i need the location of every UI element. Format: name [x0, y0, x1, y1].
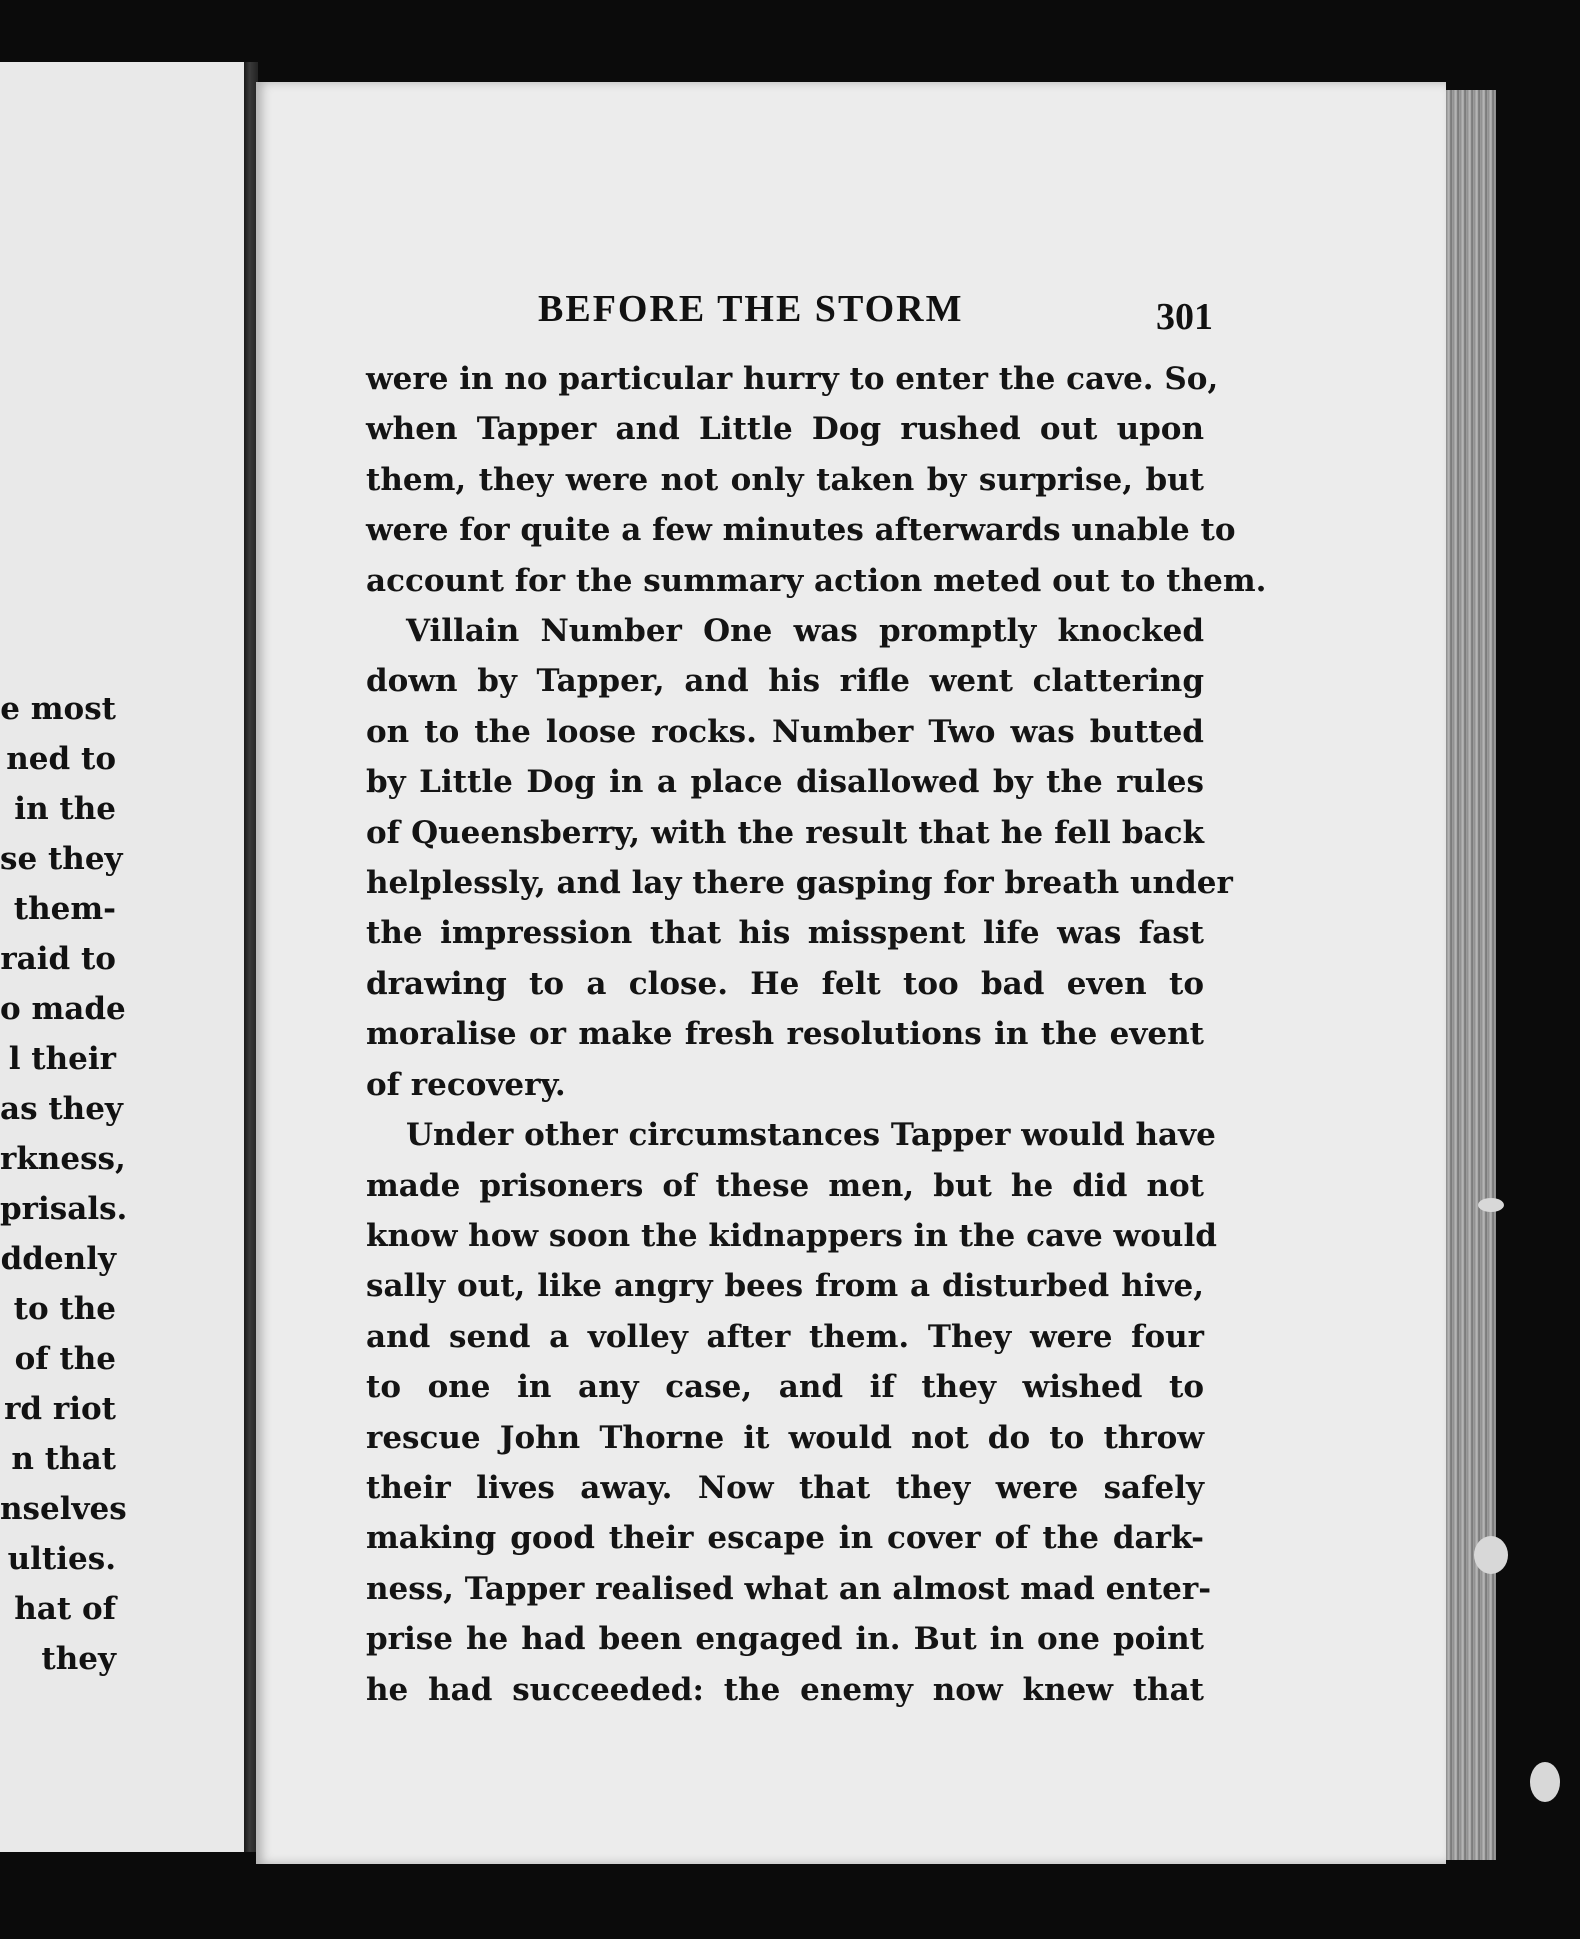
- left-page-line: se they: [0, 841, 123, 877]
- left-page-text: [0, 684, 244, 1684]
- text-line: made prisoners of these men, but he did not: [366, 1167, 1204, 1204]
- text-line: on to the loose rocks. Number Two was butted: [366, 713, 1204, 750]
- text-line: know how soon the kidnappers in the cave would: [366, 1217, 1217, 1254]
- left-page-line: ddenly: [0, 1241, 116, 1277]
- text-line: Under other circumstances Tapper would have: [406, 1117, 1216, 1154]
- paper-speck: [1474, 1536, 1508, 1574]
- left-page-line: l their: [8, 1041, 116, 1077]
- left-page-line: o made: [0, 991, 126, 1027]
- text-line: their lives away. Now that they were safely: [366, 1469, 1204, 1506]
- text-line: of recovery.: [366, 1066, 566, 1103]
- left-page-line: they: [41, 1641, 116, 1677]
- left-page-line: rd riot: [4, 1391, 116, 1427]
- left-page-line: n that: [11, 1441, 116, 1477]
- page-edge: [1446, 90, 1496, 1860]
- right-page: [256, 82, 1446, 1864]
- paper-speck: [1478, 1198, 1504, 1212]
- text-line: were for quite a few minutes afterwards unable to: [366, 512, 1236, 549]
- left-page-line: raid to: [0, 941, 116, 977]
- left-page-line: ned to: [6, 741, 116, 777]
- text-line: moralise or make fresh resolutions in the event: [366, 1016, 1204, 1053]
- left-page-line: hat of: [14, 1591, 116, 1627]
- text-line: the impression that his misspent life was fast: [366, 915, 1204, 952]
- left-page: [0, 62, 250, 1852]
- text-line: by Little Dog in a place disallowed by the rules: [366, 764, 1204, 801]
- text-line: helplessly, and lay there gasping for breath under: [366, 865, 1233, 902]
- text-line: were in no particular hurry to enter the cave. So,: [366, 361, 1219, 397]
- paragraph: [366, 354, 1267, 606]
- text-line: Villain Number One was promptly knocked: [406, 613, 1204, 650]
- text-line: account for the summary action meted out to them.: [366, 562, 1267, 599]
- text-line: down by Tapper, and his rifle went clattering: [366, 663, 1204, 700]
- body-text: [366, 354, 1267, 1715]
- running-head-title: BEFORE THE STORM: [538, 288, 964, 330]
- text-line: prise he had been engaged in. But in one point: [366, 1621, 1204, 1658]
- left-page-line: as they: [0, 1091, 123, 1127]
- left-page-line: them-: [13, 891, 116, 927]
- page-number: 301: [1156, 296, 1213, 338]
- text-line: rescue John Thorne it would not do to throw: [366, 1419, 1204, 1456]
- left-page-line: nselves: [0, 1491, 127, 1527]
- left-page-line: prisals.: [0, 1191, 128, 1227]
- text-line: when Tapper and Little Dog rushed out upon: [366, 411, 1204, 448]
- text-line: drawing to a close. He felt too bad even to: [366, 965, 1204, 1002]
- left-page-line: of the: [14, 1341, 116, 1377]
- text-line: making good their escape in cover of the dark-: [366, 1520, 1204, 1557]
- text-line: sally out, like angry bees from a disturbed hive,: [366, 1268, 1204, 1305]
- paragraph: [366, 1110, 1217, 1715]
- left-page-line: in the: [14, 791, 116, 827]
- text-line: of Queensberry, with the result that he fell back: [366, 814, 1204, 851]
- text-line: he had succeeded: the enemy now knew that: [366, 1671, 1204, 1708]
- text-line: to one in any case, and if they wished to: [366, 1369, 1204, 1406]
- text-line: and send a volley after them. They were four: [366, 1318, 1204, 1355]
- text-line: ness, Tapper realised what an almost mad enter-: [366, 1570, 1212, 1607]
- left-page-line: to the: [13, 1291, 116, 1327]
- paragraph: [366, 606, 1233, 1110]
- left-page-line: rkness,: [0, 1141, 126, 1177]
- left-page-line: ulties.: [7, 1541, 116, 1577]
- paper-speck: [1530, 1762, 1560, 1802]
- text-line: them, they were not only taken by surprise, but: [366, 461, 1204, 498]
- left-page-line: e most: [0, 691, 116, 727]
